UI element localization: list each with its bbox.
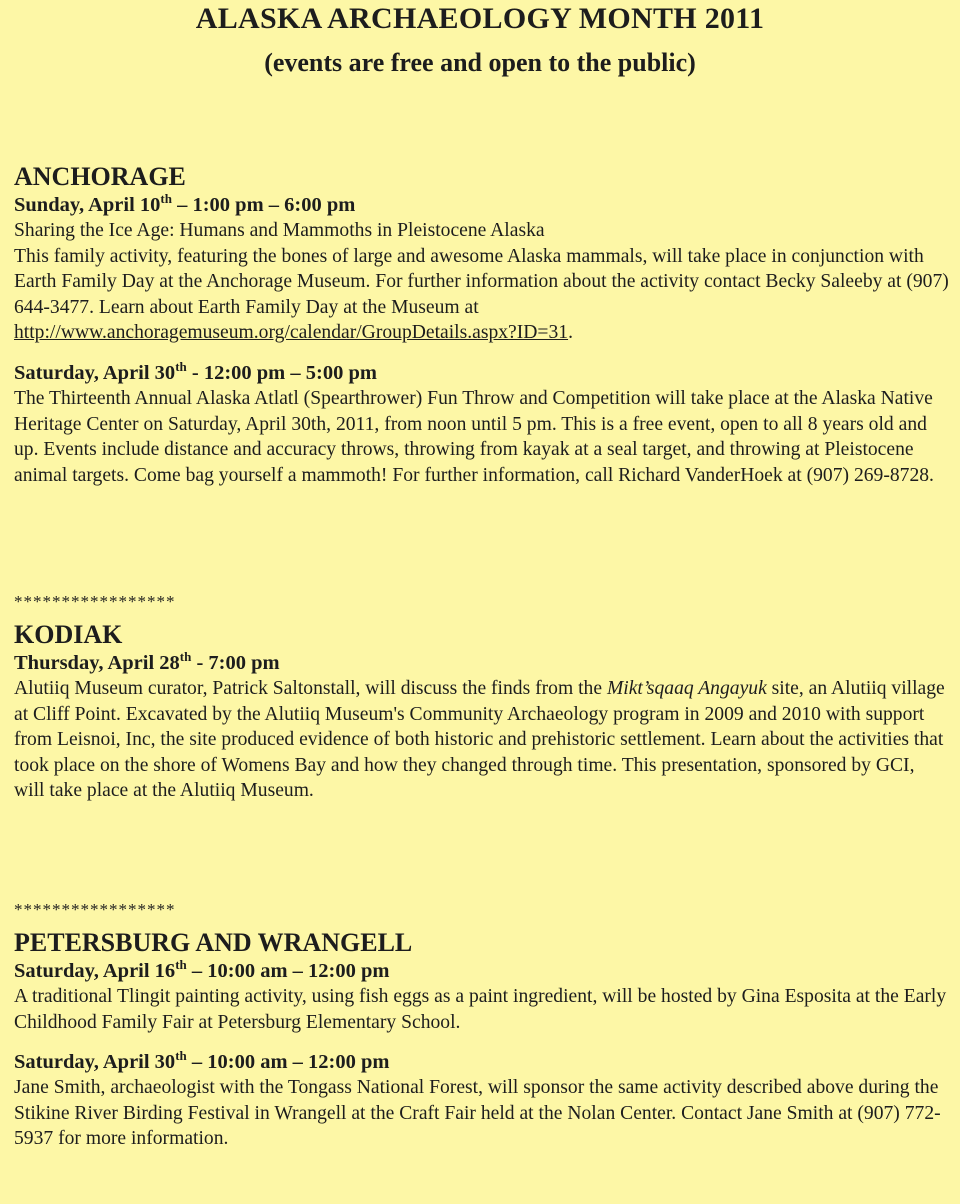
section-petersburg-wrangell xyxy=(14,928,949,1152)
page-title: ALASKA ARCHAEOLOGY MONTH 2011 xyxy=(195,2,765,35)
date-text: Thursday, April 28 xyxy=(14,652,180,674)
date-text: Saturday, April 30 xyxy=(14,361,176,384)
section-heading-petersburg: PETERSBURG AND WRANGELL xyxy=(14,928,413,957)
date-time: – 1:00 pm – 6:00 pm xyxy=(171,194,356,216)
date-time: – 10:00 am – 12:00 pm xyxy=(186,960,390,982)
date-time: – 10:00 am – 12:00 pm xyxy=(186,1051,390,1074)
event-date-anchorage-1 xyxy=(14,192,949,218)
page-subtitle: (events are free and open to the public) xyxy=(264,48,696,77)
date-suffix: th xyxy=(160,191,172,207)
description-text: This family activity, featuring the bones of large and awesome Alaska mammals, will take place in conjunction with Earth Family Day at the Anchorage Museum. For further information about the activity contact Becky Saleeby at (907) 644-3477. Learn about Earth Family Day at the Museum at xyxy=(14,245,949,318)
event-date-petersburg-2 xyxy=(14,1049,949,1075)
event-description-anchorage-2: The Thirteenth Annual Alaska Atlatl (Spearthrower) Fun Throw and Competition will take place at the Alaska Native Heritage Center on Saturday, April 30th, 2011, from noon until 5 pm. This is a free event, open to all 8 years old and up. Events include distance and accuracy throws, throwing from kayak at a seal target, and throwing at Pleistocene animal targets. Come bag yourself a mammoth! For further information, call Richard VanderHoek at (907) 269-8728. xyxy=(14,387,934,486)
event-description-kodiak-1 xyxy=(14,676,949,804)
event-title-anchorage-1: Sharing the Ice Age: Humans and Mammoths in Pleistocene Alaska xyxy=(14,220,545,241)
description-text-cont: site, an Alutiiq village at Cliff Point. Excavated by the Alutiiq Museum's Community Archaeology program in 2009 and 2010 with support from Leisnoi, Inc, the site produced evidence of both historic and prehistoric settlement. Learn about the activities that took place on the shore of Womens Bay and how they changed through time. This presentation, sponsored by GCI, will take place at the Alutiiq Museum. xyxy=(14,678,945,802)
event-date-anchorage-2 xyxy=(14,360,949,386)
event-anchorage-2 xyxy=(14,360,949,488)
event-date-kodiak-1 xyxy=(14,650,949,676)
date-time: - 12:00 pm – 5:00 pm xyxy=(186,361,377,384)
event-date-petersburg-1 xyxy=(14,958,949,984)
description-text: Alutiiq Museum curator, Patrick Saltonstall, will discuss the finds from the xyxy=(14,678,607,699)
date-suffix: th xyxy=(175,359,187,375)
section-heading-anchorage: ANCHORAGE xyxy=(14,162,186,191)
date-suffix: th xyxy=(179,649,192,665)
date-time: - 7:00 pm xyxy=(191,652,280,674)
date-text: Sunday, April 10 xyxy=(14,194,161,216)
event-description-petersburg-1: A traditional Tlingit painting activity, using fish eggs as a paint ingredient, will be hosted by Gina Esposita at the Early Childhood Family Fair at Petersburg Elementary School. xyxy=(14,986,947,1033)
date-suffix: th xyxy=(175,1048,187,1064)
description-end: . xyxy=(568,322,573,344)
date-text: Saturday, April 30 xyxy=(14,1051,176,1074)
anchorage-museum-link[interactable]: http://www.anchoragemuseum.org/calendar/GroupDetails.aspx?ID=31 xyxy=(14,322,569,344)
date-text: Saturday, April 16 xyxy=(14,960,176,982)
separator-1: ***************** xyxy=(14,592,176,611)
section-kodiak xyxy=(14,620,949,804)
event-petersburg-2 xyxy=(14,1049,949,1152)
section-heading-kodiak: KODIAK xyxy=(14,620,123,649)
event-description-petersburg-2: Jane Smith, archaeologist with the Tongass National Forest, will sponsor the same activity described above during the Stikine River Birding Festival in Wrangell at the Craft Fair held at the Nolan Center. Contact Jane Smith at (907) 772-5937 for more information. xyxy=(14,1077,941,1150)
event-description-anchorage-1 xyxy=(14,244,949,346)
site-name: Mikt’sqaaq Angayuk xyxy=(606,678,767,699)
separator-2: ***************** xyxy=(14,900,176,919)
date-suffix: th xyxy=(175,957,187,973)
section-anchorage xyxy=(14,162,949,488)
